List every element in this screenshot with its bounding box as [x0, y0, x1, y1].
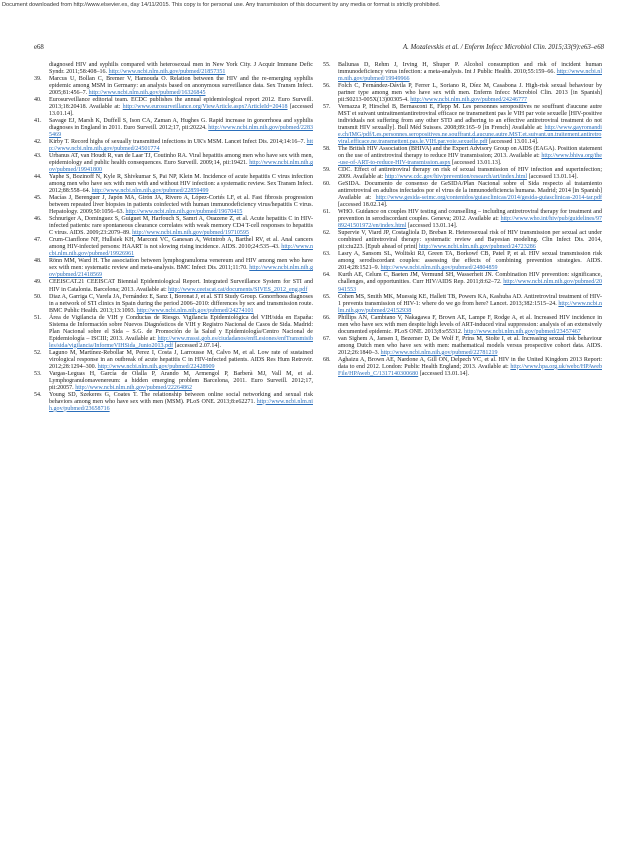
reference-access-date: [accessed 2.07.14].: [173, 342, 221, 349]
reference-number: 45.: [34, 195, 42, 202]
reference-text: Yaphe S, Bozinoff N, Kyle R, Shivkumar S, Pai NP, Klein M. Incidence of acute hepatitis C virus infection among men who have sex with men with and without HIV infection: a systematic review. Sex Transm Infect. 2012;88:558–64.: [49, 174, 313, 195]
reference-text: Kirby T. Record highs of sexually transmitted infections in UK's MSM. Lancet Infect Dis. 2014;14:16–7.: [49, 139, 307, 146]
reference-item: [34, 97, 313, 118]
reference-item: [323, 230, 602, 251]
reference-item: [34, 76, 313, 97]
reference-link[interactable]: http://www.ncbi.nlm.nih.gov/pubmed/19949966: [338, 69, 602, 83]
reference-access-date: [accessed 13.01.14].: [527, 174, 578, 181]
reference-link[interactable]: http://www.gayromandie.ch/IMG/pdf/Les.personnes.seropositives.ne.souffrant.d.aucune.autre.MST.et.suivant.un.traitement.antiretroviral.efficace.ne.transmettent.pas.le.VIH.par.voie.sexuelle.pdf: [338, 125, 602, 146]
reference-number: 60.: [323, 181, 331, 188]
reference-link[interactable]: http://www.ncbi.nlm.nih.gov/pubmed/16326845: [88, 90, 206, 97]
reference-text: Marcus U, Bollan C, Bremer V, Hamouda O. Relation between the HIV and the re-emerging syphilis epidemic among MSM in Germany: an analysis based on anonymous surveillance data. Sex Transm Infect. 2005;81:456–7.: [49, 76, 313, 97]
reference-number: 53.: [34, 370, 42, 377]
reference-number: 54.: [34, 391, 42, 398]
reference-item: [323, 167, 602, 181]
reference-item: [34, 216, 313, 237]
reference-text: Macías J, Berenguer J, Japón MA, Girón JA, Rivero A, López-Cortés LF, et al. Fast fibrosis progression between repeated liver biopsies in patients coinfected with human immunodeficiency virus/hepatitis C virus. Hepatology. 2009;50:1056–63.: [49, 195, 313, 216]
reference-text: CDC. Effect of antiretroviral therapy on risk of sexual transmission of HIV infection and superinfection; 2009. Available at:: [338, 167, 602, 181]
reference-item: [323, 357, 602, 378]
reference-number: 51.: [34, 314, 42, 321]
reference-link[interactable]: http://www.gesida-seimc.org/contenidos/guiasclinicas/2014/gesida-guiasclinicas-2014-tar.pdf: [375, 195, 602, 202]
reference-item: [34, 392, 313, 413]
reference-number: 40.: [34, 97, 42, 104]
reference-number: 56.: [323, 83, 331, 90]
reference-item: [34, 258, 313, 279]
reference-link[interactable]: http://www.ncbi.nlm.nih.gov/pubmed/21857351: [108, 69, 226, 76]
reference-number: 44.: [34, 174, 42, 181]
reference-item: [323, 62, 602, 83]
reference-link[interactable]: http://www.ncbi.nlm.nih.gov/pubmed/24274101: [136, 307, 254, 314]
reference-link[interactable]: http://www.ncbi.nlm.nih.gov/pubmed/19926961: [49, 244, 313, 258]
reference-link[interactable]: http://www.ncbi.nlm.nih.gov/pubmed/24246777: [410, 97, 528, 104]
reference-text: Phillips AN, Cambiano V, Nakagawa F, Brown AE, Lampe F, Rodge A, et al. Increased HIV incidence in men who have sex with men despite high levels of ART-induced viral suppression: analysis of an extensively documented epidemic. PLoS ONE. 2013;8:e55312.: [338, 314, 602, 335]
reference-number: 58.: [323, 146, 331, 153]
reference-text: Diaz A, Garriga C, Varela JA, Fernández E, Sanz I, Boronat J, et al. STI Study Group. Gonorrhoea diagnoses in a network of STI clinics in Spain during the period 2006–2010: differences by sex and transmission route. BMC Public Health. 2013;13:1093.: [49, 293, 313, 314]
reference-text: The British HIV Association (BHIVA) and the Expert Advisory Group on AIDS (EAGA). Position statement on the use of antiretroviral therapy to reduce HIV transmission; 2013. Available at:: [338, 146, 602, 160]
reference-item: [323, 315, 602, 336]
reference-access-date: [accessed 13.01.14].: [487, 139, 539, 146]
reference-number: 62.: [323, 230, 331, 237]
reference-number: 65.: [323, 293, 331, 300]
reference-item: [34, 350, 313, 371]
reference-text: Schnuriger A, Dominguez S, Guiguet M, Harfouch S, Samri A, Ouazene Z, et al. Acute hepatitis C in HIV-infected patients: rare spontaneous clearance correlates with weak memory CD4 T-cell responses to hepatitis C virus. AIDS. 2009;23:2079–89.: [49, 216, 313, 237]
reference-text: Savage EJ, Marsh K, Duffell S, Ison CA, Zaman A, Hughes G. Rapid increase in gonorrhoea and syphilis diagnoses in England in 2011. Euro Surveill. 2012;17, pii:20224.: [49, 118, 313, 132]
reference-text: Supervie V, Viard JP, Costagliola D, Breban R. Heterosexual risk of HIV transmission per sexual act under combined antiretroviral therapy: systematic review and Bayesian modeling. Clin Infect Dis. 2014, pii:ciu223. [Epub ahead of print]: [338, 230, 602, 251]
reference-text: Crum-Cianflone NF, Hullsiek KH, Marconi VC, Ganesan A, Weintrob A, Barthel RV, et al. Anal cancers among HIV-infected persons: HAART is not slowing rising incidence. AIDS. 2010;24:535–43.: [49, 237, 313, 251]
references-right-column: [323, 62, 602, 378]
reference-text: Baliunas D, Rehm J, Irving H, Shuper P. Alcohol consumption and risk of incident human immunodeficiency virus infection: a meta-analysis. Int J Public Health. 2010;55:159–66.: [338, 62, 602, 76]
download-notice-banner: Document downloaded from http://www.elsevier.es, day 14/11/2015. This copy is for personal use. Any transmission of this document by any media or format is strictly prohibited.: [2, 2, 441, 8]
journal-citation: A. Mozalevskis et al. / Enferm Infecc Microbiol Clin. 2015;33(9):e63–e68: [403, 44, 604, 51]
reference-access-date: [accessed 13.01.14].: [49, 104, 313, 118]
reference-text: Rönn MM, Ward H. The association between lymphogranuloma venereum and HIV among men who have sex with men: systematic review and meta-analysis. BMC Infect Dis. 2011;11:70.: [49, 258, 313, 272]
reference-number: 66.: [323, 314, 331, 321]
reference-text: Kurth AE, Celum C, Baeten JM, Vermund SH, Wasserheit JN. Combination HIV prevention: significance, challenges, and opportunities. Curr HIV/AIDS Rep. 2011;8:62–72.: [338, 272, 602, 286]
reference-access-date: [accessed 13.01.13].: [450, 160, 502, 167]
reference-text: WHO. Guidance on couples HIV testing and counselling – including antiretroviral therapy for treatment and prevention in serodiscordant couples. Geneva; 2012. Available at:: [338, 209, 602, 223]
reference-item: [323, 83, 602, 104]
reference-number: 57.: [323, 104, 331, 111]
reference-text: Área de Vigilancia de VIH y Conductas de Riesgo. Vigilancia Epidemiológica del VIH/sida en España: Sistema de Información sobre Nuevos Diagnósticos de VIH y Registro Nacional de Casos de Sida. Madrid: Plan Nacional sobre el Sida – S.G. de Promoción de la Salud y Epidemiología/Centro Nacional de Epidemiología – ISCIII; 2013. Available at:: [49, 314, 313, 342]
reference-link[interactable]: http://www.who.int/hiv/pub/guidelines/9789241501972/en/index.html: [338, 216, 602, 230]
reference-link[interactable]: http://www.ncbi.nlm.nih.gov/pubmed/19710595: [132, 230, 250, 237]
reference-text: Young SD, Szekeres G, Coates T. The relationship between online social networking and sexual risk behaviors among men who have sex with men (MSM). PLoS ONE. 2013;8:e62271.: [49, 391, 313, 405]
reference-number: 43.: [34, 153, 42, 160]
reference-access-date: [accessed 18.02.14].: [338, 202, 388, 209]
reference-item: [34, 371, 313, 392]
reference-link[interactable]: http://www.bhiva.org/the-use-of-ART-to-reduce-HIV-transmission.aspx: [338, 153, 602, 167]
page-header: [34, 44, 604, 56]
reference-item: [34, 62, 313, 76]
reference-number: 42.: [34, 139, 42, 146]
reference-number: 50.: [34, 293, 42, 300]
reference-link[interactable]: http://www.ncbi.nlm.nih.gov/pubmed/22781219: [380, 349, 498, 356]
reference-link[interactable]: http://www.ncbi.nlm.nih.gov/pubmed/24804859: [380, 265, 498, 272]
reference-text: diagnosed HIV and syphilis compared with heterosexual men in New York City. J Acquir Immune Defic Syndr. 2011;58:408–16.: [49, 62, 313, 76]
reference-number: 61.: [323, 209, 331, 216]
reference-link[interactable]: http://www.ncbi.nlm.nih.gov/pubmed/22428909: [97, 363, 215, 370]
reference-text: Cohen MS, Smith MK, Muessig KE, Hallett TB, Powers KA, Kashuba AD. Antiretroviral treatment of HIV-1 prevents transmission of HIV-1: where do we go from here? Lancet. 2013;382:1515–24.: [338, 293, 602, 307]
reference-link[interactable]: http://www.hpa.org.uk/webc/HPAwebFile/HPAweb_C/1317140300680: [338, 363, 602, 377]
reference-text: Urbanus AT, van Houdt R, van de Laar TJ, Coutinho RA. Viral hepatitis among men who have sex with men, epidemiology and public health consequences. Euro Surveill. 2009;14, pii:19421.: [49, 153, 313, 167]
reference-link[interactable]: http://www.ncbi.nlm.nih.gov/pubmed/24723286: [418, 244, 536, 251]
reference-link[interactable]: http://www.ncbi.nlm.nih.gov/pubmed/20941553: [338, 279, 602, 293]
reference-number: 48.: [34, 258, 42, 265]
reference-number: 52.: [34, 349, 42, 356]
reference-link[interactable]: http://www.ncbi.nlm.nih.gov/pubmed/22264862: [75, 384, 193, 391]
reference-number: 67.: [323, 335, 331, 342]
reference-link[interactable]: http://www.ncbi.nlm.nih.gov/pubmed/23457467: [463, 328, 581, 335]
reference-link[interactable]: http://www.eurosurveillance.org/ViewArticle.aspx?ArticleId=20418: [122, 104, 288, 111]
reference-text: van Sighem A, Jansen I, Bezemer D, De Wolf F, Prins M, Stolte I, et al. Increasing sexual risk behaviour among Dutch men who have sex with men: mathematical models versus prospective cohort data. AIDS. 2012;26:1840–3.: [338, 335, 602, 356]
reference-access-date: [accessed 13.01.14].: [406, 223, 458, 230]
reference-number: 68.: [323, 356, 331, 363]
reference-item: [34, 195, 313, 216]
reference-link[interactable]: http://www.ncbi.nlm.nih.gov/pubmed/21418569: [49, 265, 313, 279]
reference-text: Eurosurveillance editorial team. ECDC publishes the annual epidemiological report 2012. Euro Surveill. 2013;18:20418. Available at:: [49, 97, 313, 111]
reference-text: CEEISCAT.21 CEEISCAT Biennial Epidemiological Report. Integrated Surveillance System for STI and HIV in Catalonia. Barcelona; 2013. Available at:: [49, 279, 313, 293]
reference-link[interactable]: http://www.ncbi.nlm.nih.gov/pubmed/19670415: [125, 209, 243, 216]
reference-text: Vargas-Leguas H, García de Olalla P, Arando M, Armengol P, Barberà MJ, Vall M, et al. Lymphogranulomavenereum: a hidden emerging problem Barcelona, 2011. Euro Surveill. 2012;17, pii:20057.: [49, 370, 313, 391]
reference-text: Lasry A, Sansom SL, Wolitski RJ, Green TA, Borkowf CB, Patel P, et al. HIV sexual transmission risk among serodiscordant couples: assessing the effects of combining prevention strategies. AIDS. 2014;28:1521–9.: [338, 251, 602, 272]
reference-access-date: [accessed 13.01.14].: [418, 370, 470, 377]
reference-link[interactable]: http://www.ncbi.nlm.nih.gov/pubmed/23658716: [49, 398, 313, 412]
reference-item: [34, 279, 313, 293]
page-number: e68: [34, 44, 44, 51]
reference-link[interactable]: http://www.ncbi.nlm.nih.gov/pubmed/19941800: [49, 160, 313, 174]
reference-text: Folch C, Fernández-Dávila P, Ferrer L, Soriano R, Díez M, Casabona J. High-risk sexual behaviour by partner type among men who have sex with men. Enferm Infecc Microbiol Clin. 2013 [in Spanish] pii:S0213-005X(13)00305-4.: [338, 83, 602, 104]
reference-number: 64.: [323, 272, 331, 279]
reference-text: Vernazza P, Hirschel B, Bernasconi E, Flepp M. Les personnes seropositives ne souffrant d'aucune autre MST et suivant untraitmentantiretroviral efficace ne transmettent pas le VIH par voie sexuelle [HIV-positive individuals not suffering from any other STD and adhering to an effective antiretroviral treatment do not transmit HIV sexually]. Bull Méd Suisses. 2008;89:165–9 [in French] Available at:: [338, 104, 602, 132]
reference-link[interactable]: http://www.ceeiscat.cat/documents/SIVES_2012_eng.pdf: [168, 286, 308, 293]
reference-item: [34, 174, 313, 195]
reference-link[interactable]: http://www.ncbi.nlm.nih.gov/pubmed/24152938: [338, 300, 602, 314]
reference-number: 41.: [34, 118, 42, 125]
reference-link[interactable]: http://www.ncbi.nlm.nih.gov/pubmed/22835469: [49, 125, 313, 139]
reference-number: 59.: [323, 167, 331, 174]
reference-item: [323, 272, 602, 293]
reference-number: 47.: [34, 237, 42, 244]
reference-item: [323, 104, 602, 146]
reference-link[interactable]: http://www.msssi.gob.es/ciudadanos/enfLesiones/enfTransmisibles/sida/vigilancia/InformeVIHSida_Junio2013.pdf: [49, 335, 313, 349]
reference-text: Laguno M, Martínez-Rebollar M, Perez I, Costa J, Larrousse M, Calvo M, et al. Low rate of sustained virological response in an outbreak of acute hepatitis C in HIV-infected patients. AIDS Res Hum Retrovir. 2012;28:1294–300.: [49, 349, 313, 370]
reference-number: 55.: [323, 62, 331, 68]
reference-link[interactable]: http://www.ncbi.nlm.nih.gov/pubmed/24501774: [49, 139, 313, 153]
reference-item: [34, 237, 313, 258]
reference-item: [34, 153, 313, 174]
reference-item: [323, 336, 602, 357]
reference-item: [323, 146, 602, 167]
reference-text: Aghaizu A, Brown AE, Nardone A, Gill ON, Delpech VC, et al. HIV in the United Kingdom 2013 Report: data to end 2012. London: Public Health England; 2013. Available at:: [338, 356, 602, 370]
reference-item: [34, 118, 313, 139]
references-left-column: [34, 62, 313, 413]
reference-item: [323, 251, 602, 272]
reference-item: [323, 181, 602, 209]
reference-link[interactable]: http://www.ncbi.nlm.nih.gov/pubmed/22859499: [91, 188, 209, 195]
reference-link[interactable]: http://www.cdc.gov/hiv/prevention/research/art/index.html: [384, 174, 528, 181]
reference-item: [323, 209, 602, 230]
reference-number: 49.: [34, 279, 42, 286]
reference-number: 63.: [323, 251, 331, 258]
reference-item: [323, 294, 602, 315]
reference-item: [34, 294, 313, 315]
reference-item: [34, 139, 313, 153]
reference-number: 46.: [34, 216, 42, 223]
reference-text: GeSIDA. Documento de consenso de GeSIDA/Plan Nacional sobre el Sida respecto al tratamiento antirretroviral en adultos infectados por el virus de la inmunodeficiencia humana. Madrid; 2014 [in Spanish] Available at:: [338, 181, 602, 202]
reference-number: 39.: [34, 76, 42, 83]
reference-item: [34, 315, 313, 350]
